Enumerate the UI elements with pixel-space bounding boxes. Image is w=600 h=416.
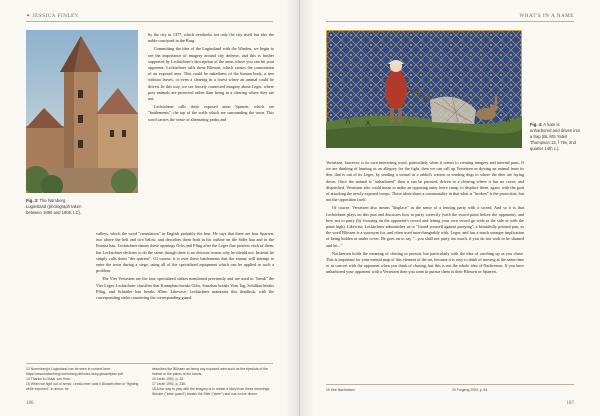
footnote: 19 See Nachreisen — [326, 388, 355, 392]
header-author: ✦ JESSICA FINLEY — [26, 14, 79, 19]
luginsland-tower-image — [26, 30, 138, 193]
page-number-right: 187 — [566, 401, 574, 406]
running-header-right — [326, 10, 574, 22]
header-rule — [26, 21, 273, 22]
footnotes-left-col — [26, 367, 144, 392]
tower-photograph — [26, 30, 138, 193]
left-column-text — [148, 32, 274, 125]
footnote: 18 A fun way to play with the imagery is to create a story from these meanings: Wecker ("town guard") breaks the Stier ("steer") and has a nice dinner. — [152, 387, 270, 396]
footnotes-right-page-a — [326, 388, 444, 393]
right-page — [300, 0, 600, 416]
page-number-left: 186 — [26, 401, 34, 406]
paragraph: Nachreisen holds the meaning of chasing or pursuit, but particularly with the idea of catching up as you chase. This is important for your mental map of this element of the art, because it is easy to think of moving at the same time or in concert with the opponent when you think of chasing, but this is not the whole idea of Nachreisen. If you have unharbored your opponent with a Versetzen then you want to pursue them to their Blössen or Sparren. — [326, 250, 524, 275]
gutter-shadow-right — [300, 0, 314, 416]
footnote: describes the Blössen as being any exposed area such as the eyeslots of the helmet or the palms of the hands. — [152, 367, 268, 376]
running-header-left — [26, 10, 273, 22]
paragraph: by the city in 1377, which overlooks not only the city itself but also the noble courtyard in the Burg. — [148, 32, 274, 44]
footnotes-right-page-b — [452, 388, 574, 393]
gutter-shadow-left — [285, 0, 299, 416]
footnote: 17 Leuth 1992, p. 236. — [152, 382, 186, 386]
footnote: 15 When we fight out of armor, Lecküchner calls it Blossfechten or "fighting while exposed". In armor, he — [26, 382, 139, 391]
header-rule — [326, 21, 574, 22]
paragraph: valleys, which the word "crenulation" in English probably fits best. He says that there are four Sparren, two above the belt and two below, and describes them both in his outline on the Sider hau and in the Entrust hau. Lecküchner names these openings Ochs and Pflug after the Leger that protects each of them, but Lecküchner declines to do the same, though there is no obvious reason why he should not. Instead, he simply calls them "der sparren". Of course, it is over these battlements that the enemy will attempt to enter the town during a siege, using all of the specialized equipment which can be applied to such a problem. — [96, 231, 274, 274]
header-title: WHAT'S IN A NAME — [519, 13, 574, 19]
footnote: https://www.kaiserburg-nuernberg.de/index-burg-gesamtplan.pdf — [26, 372, 123, 376]
hare-trap-miniature — [326, 30, 522, 148]
footnote-rule — [26, 363, 273, 364]
figure-4-caption — [530, 122, 582, 152]
paragraph: Of course, Versetzen also means "displace" in the sense of a fencing party with a sword. And so it is that Lecküchner plays on this pun and discusses how to parry correctly (with the sword point before the opponent), and how not to parry (by focusing on the opponent's record and letting your own sword go wide to the side or with the point high). Likewise, Lecküchner admonishes us to "Guard yourself against parrying", a beautifully pointed pun, as the word Blössen is a synonym for, and often used interchangeably with, Leger, and has a much stronger implication of being hidden or under cover. He goes on to say "...you shall not parry too much, if you do not wish to be shamed and hit..." — [326, 205, 524, 248]
footnote: 16 Leuth 1992, p. 28. — [152, 377, 185, 381]
footnote: 13 Nuremberg's Luginsland can be seen in context here: — [26, 367, 111, 371]
footnote: 20 Forgeng 2003, p. 54. — [452, 388, 489, 392]
footnote: 14 Thanks to Oskar von Horn. — [26, 377, 72, 381]
paragraph: Versetzen, however, is its own interesting word, particularly when it comes to creating imagery and internal puns. If we are thinking of hunting as an allegory for the fight, then we can call up Versetzen as driving an animal from its den, that is out of its Leger, by sending a weasel in a rabbit's warren or sending dogs to where the deer are laying down. Once the animal is "unharbored" then it can be pursued, driven to a clearing where it has no cover, and dispatched. Versetzen also could mean to make an opposing army leave camp, to displace them, again, with the goal of attacking the newly exposed troops. These ideas share a commonality in that what is "broken" is the protection, but not the opposition itself. — [326, 160, 524, 203]
full-width-text — [96, 231, 274, 303]
footnotes-right-col — [152, 367, 274, 397]
figure-3-label: Fig. 3: — [26, 198, 39, 203]
figure-3-caption — [26, 198, 86, 216]
figure-3-text: The Nürnberg Luginsland (photograph taken between 1890 and 1905; LC). — [26, 198, 82, 215]
manuscript-illustration — [326, 30, 522, 148]
paragraph: Lecküchner calls these exposed areas Sparren, which are "battlements": the top of the walls which are surrounding the town. This word carries the sense of alternating peaks and — [148, 104, 274, 122]
figure-4-label: Fig. 4: — [530, 122, 543, 127]
right-body-text — [326, 160, 524, 278]
figure-4-text: A hare is unharbored and driven into a trap (BL MS Yates Thompson 13, f 76v, 2nd quarter 14th c.). — [530, 122, 581, 151]
paragraph: The Vier Versetzen are the four specialized strikes mentioned previously and are used to "break" the Vier Leger. Lecküchner classifies that Krumphau breaks Ochs, Sturzhau breaks Vom Tag, Schilhau breaks Pflug, and Schaitler hau breaks Alber. Likewise, Lecküchner maintains this deadlock, with the corresponding strike countering the corresponding guard. — [96, 276, 274, 301]
paragraph: Committing the idea of the Luginsland with the Winden, we begin to see the importance of imagery around city defense, and this is further supported by Lecküchner's description of the areas where you can hit your opponent. Lecküchner calls these Blössen, which carries the connotation of an exposed area. This could be nakedness of the human body, a tree without leaves, or even a clearing in a forest where an animal could be driven. In this way, we see loosely connected imagery about Leger, where prey animals are protected rather than being in a clearing where they are not. — [148, 46, 274, 102]
footnote-rule — [326, 384, 574, 385]
